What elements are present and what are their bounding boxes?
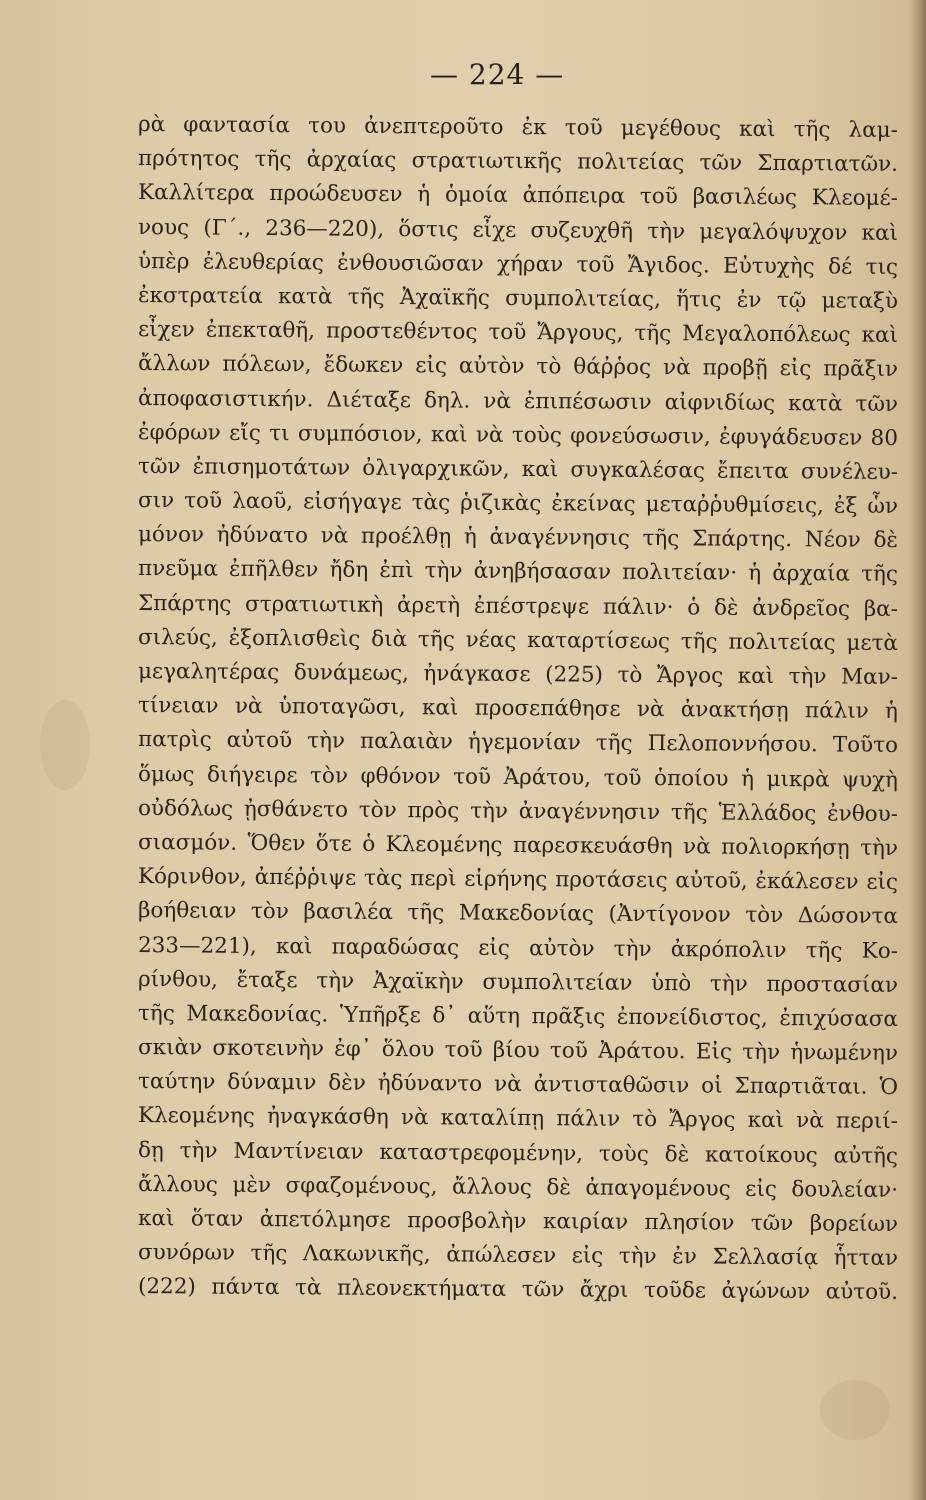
text-line: σιασμόν. Ὅθεν ὅτε ὁ Κλεομένης παρεσκευάσθη νὰ πολιορκήσῃ τὴν (137, 829, 899, 861)
text-line: νους (Γ΄., 236—220), ὅστις εἶχε συζευχθῆ τὴν μεγαλόψυχον καὶ (137, 214, 899, 246)
text-line: ὅμως διήγειρε τὸν φθόνον τοῦ Ἀράτου, τοῦ ὁποίου ἡ μικρὰ ψυχὴ (137, 761, 899, 793)
text-line: ρίνθου, ἔταξε τὴν Ἀχαϊκὴν συμπολιτείαν ὑπὸ τὴν προστασίαν (137, 966, 899, 998)
page-number: — 224 — (430, 58, 565, 91)
text-line: πατρὶς αὐτοῦ τὴν παλαιὰν ἡγεμονίαν τῆς Πελοποννήσου. Τοῦτο (137, 727, 899, 759)
text-line: πρότητος τῆς ἀρχαίας στρατιωτικῆς πολιτείας τῶν Σπαρτιατῶν. (137, 146, 899, 178)
page-edge-shadow (908, 0, 926, 1500)
body-text (138, 108, 898, 1305)
text-line: συνόρων τῆς Λακωνικῆς, ἀπώλεσεν εἰς τὴν ἐν Σελλασίᾳ ἧτταν (137, 1240, 899, 1272)
text-line: εἶχεν ἐπεκταθῆ, προστεθέντος τοῦ Ἄργους, τῆς Μεγαλοπόλεως καὶ (137, 317, 899, 349)
text-line: 233—221), καὶ παραδώσας εἰς αὐτὸν τὴν ἀκρόπολιν τῆς Κο- (137, 932, 899, 964)
text-line: οὐδόλως ᾐσθάνετο τὸν πρὸς τὴν ἀναγέννησιν τῆς Ἑλλάδος ἐνθου- (137, 795, 899, 827)
text-line: τίνειαν νὰ ὑποταγῶσι, καὶ προσεπάθησε νὰ ἀνακτήσῃ πάλιν ἡ (137, 693, 899, 725)
paper-stain (40, 700, 90, 790)
text-line: πνεῦμα ἐπῆλθεν ἤδη ἐπὶ τὴν ἀνηβήσασαν πολιτείαν· ἡ ἀρχαία τῆς (137, 556, 899, 588)
text-line: τῶν ἐπισημοτάτων ὀλιγαρχικῶν, καὶ συγκαλέσας ἔπειτα συνέλευ- (137, 453, 899, 485)
text-line: σκιὰν σκοτεινὴν ἐφ᾽ ὅλου τοῦ βίου τοῦ Ἀράτου. Εἰς τὴν ἡνωμένην (137, 1035, 899, 1067)
text-line: καὶ ὅταν ἀπετόλμησε προσβολὴν καιρίαν πλησίον τῶν βορείων (137, 1206, 899, 1237)
text-line: ὑπὲρ ἐλευθερίας ἐνθουσιῶσαν χήραν τοῦ Ἄγιδος. Εὐτυχὴς δέ τις (137, 248, 899, 280)
text-line: Κόρινθον, ἀπέῤῥιψε τὰς περὶ εἰρήνης προτάσεις αὐτοῦ, ἐκάλεσεν εἰς (137, 864, 899, 896)
text-line: σιν τοῦ λαοῦ, εἰσήγαγε τὰς ῥιζικὰς ἐκείνας μεταῤῥυθμίσεις, ἐξ ὧν (137, 488, 899, 520)
text-line: τῆς Μακεδονίας. Ὑπῆρξε δ᾽ αὕτη πρᾶξις ἐπονείδιστος, ἐπιχύσασα (137, 1000, 899, 1032)
text-line: ταύτην δύναμιν δὲν ἠδύναντο νὰ ἀντισταθῶσιν οἱ Σπαρτιᾶται. Ὁ (137, 1069, 899, 1101)
text-line: μεγαλητέρας δυνάμεως, ἠνάγκασε (225) τὸ Ἄργος καὶ τὴν Μαν- (137, 659, 899, 690)
text-line: ἀποφασιστικήν. Διέταξε δηλ. νὰ ἐπιπέσωσιν αἰφνιδίως κατὰ τῶν (137, 385, 899, 417)
text-line: ἐκστρατεία κατὰ τῆς Ἀχαϊκῆς συμπολιτείας, ἥτις ἐν τῷ μεταξὺ (137, 282, 899, 314)
text-line: (222) πάντα τὰ πλεονεκτήματα τῶν ἄχρι τοῦδε ἀγώνων αὐτοῦ. (137, 1274, 899, 1306)
text-line: μόνον ἠδύνατο νὰ προέλθῃ ἡ ἀναγέννησις τῆς Σπάρτης. Νέον δὲ (137, 522, 899, 554)
text-line: Κλεομένης ἠναγκάσθη νὰ καταλίπῃ πάλιν τὸ Ἄργος καὶ νὰ περιί- (137, 1103, 899, 1135)
text-line: δῃ τὴν Μαντίνειαν καταστρεφομένην, τοὺς δὲ κατοίκους αὐτῆς (137, 1137, 899, 1169)
paper-stain (820, 1380, 890, 1440)
text-line: βοήθειαν τὸν βασιλέα τῆς Μακεδονίας (Ἀντίγονον τὸν Δώσοντα (137, 898, 899, 930)
text-line: ἄλλους μὲν σφαζομένους, ἄλλους δὲ ἀπαγομένους εἰς δουλείαν· (137, 1171, 899, 1203)
text-line: ἄλλων πόλεων, ἔδωκεν εἰς αὐτὸν τὸ θάῤῥος νὰ προβῇ εἰς πρᾶξιν (137, 351, 899, 383)
text-line: σιλεύς, ἐξοπλισθεὶς διὰ τῆς νέας καταρτίσεως τῆς πολιτείας μετὰ (137, 624, 899, 656)
text-line: ρὰ φαντασία του ἀνεπτεροῦτο ἐκ τοῦ μεγέθους καὶ τῆς λαμ- (137, 112, 899, 143)
text-line: ἐφόρων εἴς τι συμπόσιον, καὶ νὰ τοὺς φονεύσωσιν, ἐφυγάδευσεν 80 (137, 419, 899, 451)
text-line: Σπάρτης στρατιωτικὴ ἀρετὴ ἐπέστρεψε πάλιν· ὁ δὲ ἀνδρεῖος βα- (137, 590, 899, 622)
text-line: Καλλίτερα προώδευσεν ἡ ὁμοία ἀπόπειρα τοῦ βασιλέως Κλεομέ- (137, 180, 899, 212)
